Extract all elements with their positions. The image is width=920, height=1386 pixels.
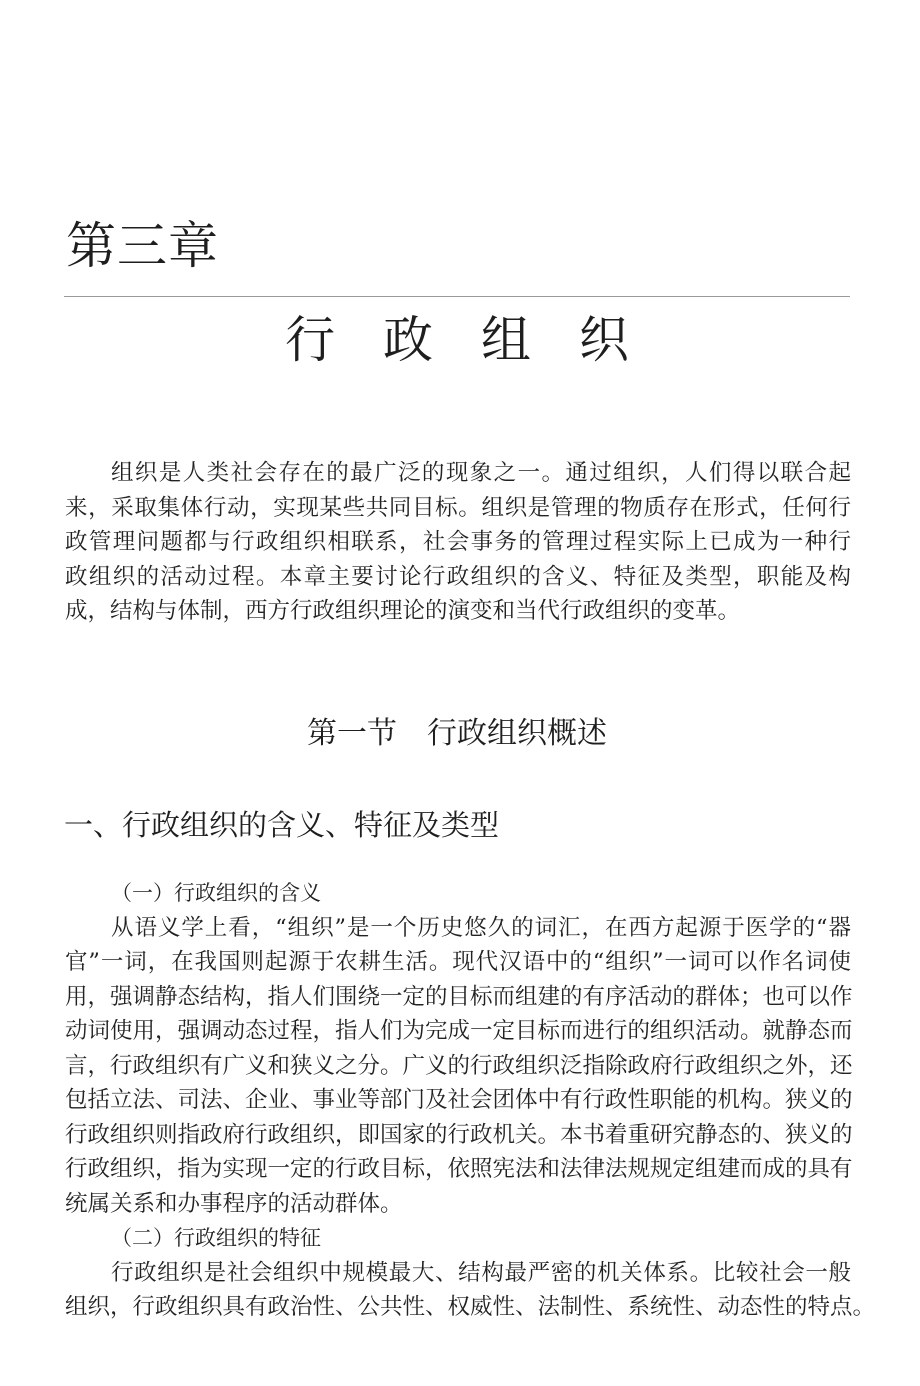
body-line: 行政组织则指政府行政组织，即国家的行政机关。本书着重研究静态的、狭义的 (65, 1121, 853, 1148)
body-line: 官”一词，在我国则起源于农耕生活。现代汉语中的“组织”一词可以作名词使 (65, 949, 851, 975)
intro-line: 来，采取集体行动，实现某些共同目标。组织是管理的物质存在形式，任何行 (65, 494, 851, 521)
body-line: 行政组织是社会组织中规模最大、结构最严密的机关体系。比较社会一般 (111, 1259, 851, 1286)
subsection-title: 一、行政组织的含义、特征及类型 (64, 808, 500, 842)
body-text (65, 876, 876, 1325)
intro-line: 政组织的活动过程。本章主要讨论行政组织的含义、特征及类型，职能及构 (65, 563, 851, 590)
chapter-title: 行 政 组 织 (285, 311, 645, 369)
body-line: 行政组织，指为实现一定的行政目标，依照宪法和法律法规规定组建而成的具有 (65, 1156, 853, 1182)
body-line: 包括立法、司法、企业、事业等部门及社会团体中有行政性职能的机构。狭义的 (65, 1087, 853, 1113)
chapter-rule (64, 296, 850, 297)
body-line: 组织，行政组织具有政治性、公共性、权威性、法制性、系统性、动态性的特点。 (65, 1294, 876, 1320)
intro-line: 组织是人类社会存在的最广泛的现象之一。通过组织，人们得以联合起 (111, 460, 851, 486)
body-line: 统属关系和办事程序的活动群体。 (65, 1190, 403, 1217)
sub-heading-features: （二）行政组织的特征 (111, 1226, 321, 1250)
sub-heading-meaning: （一）行政组织的含义 (111, 881, 321, 905)
intro-line: 政管理问题都与行政组织相联系，社会事务的管理过程实际上已成为一种行 (65, 529, 851, 555)
intro-paragraph (65, 456, 851, 629)
section-title: 第一节 行政组织概述 (307, 716, 607, 751)
body-line: 从语义学上看，“组织”是一个历史悠久的词汇，在西方起源于医学的“器 (111, 914, 851, 941)
intro-line: 成，结构与体制，西方行政组织理论的演变和当代行政组织的变革。 (65, 598, 741, 624)
body-line: 言，行政组织有广义和狭义之分。广义的行政组织泛指除政府行政组织之外，还 (65, 1052, 853, 1079)
body-line: 动词使用，强调动态过程，指人们为完成一定目标而进行的组织活动。就静态而 (65, 1018, 853, 1044)
body-line: 用，强调静态结构，指人们围绕一定的目标而组建的有序活动的群体；也可以作 (65, 983, 853, 1010)
chapter-label: 第三章 (66, 217, 219, 275)
